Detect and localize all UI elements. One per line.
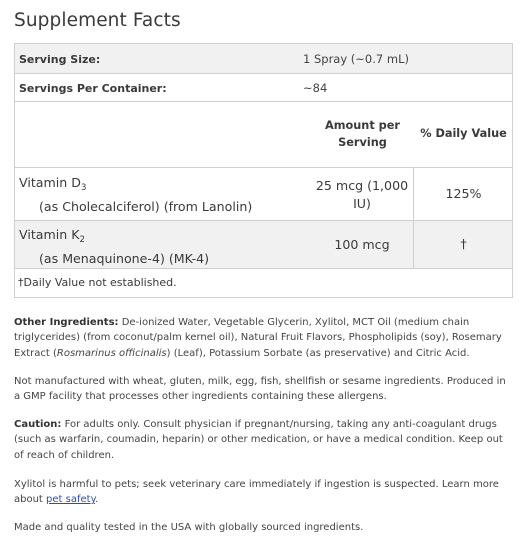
supplement-facts-table — [14, 43, 513, 298]
nutrient-amount: 100 mcg — [334, 237, 390, 252]
serving-size-value: 1 Spray (~0.7 mL) — [303, 52, 409, 66]
caution-label: Caution: — [14, 419, 62, 430]
serving-size-row — [15, 43, 512, 73]
latin-name: Rosmarinus officinalis — [56, 347, 167, 359]
nutrient-row — [15, 167, 512, 220]
daily-value-header: % Daily Value — [420, 127, 507, 140]
origin-statement: Made and quality tested in the USA with globally sourced ingredients. — [14, 522, 364, 533]
footnote-row — [15, 268, 512, 297]
caution-statement: Caution: For adults only. Consult physician if pregnant/nursing, taking any anti-coagulant drugs (such as warfarin, coumadin, heparin) or other medication, or have a medical condition. Keep out of reach of children. — [14, 419, 503, 461]
nutrient-name: Vitamin $D_3$ (as Cholecalciferol) (from Lanolin) — [19, 172, 252, 217]
amount-per-serving-header: Amount per Serving — [324, 119, 400, 149]
servings-per-container-row — [15, 73, 512, 101]
nutrient-daily-value: 125% — [445, 186, 482, 201]
serving-size-label: Serving Size: — [19, 53, 101, 66]
allergen-statement: Not manufactured with wheat, gluten, milk, egg, fish, shellfish or sesame ingredients. Produced in a GMP facility that processes other ingredients containing these allergens. — [14, 376, 506, 403]
column-divider — [413, 168, 414, 220]
other-ingredients: Other Ingredients: De-ionized Water, Vegetable Glycerin, Xylitol, MCT Oil (medium chain triglycerides) (from coconut/palm kernel oil), Natural Fruit Flavors, Phospholipids (soy), Rosemary Extract (Rosmarinus officinalis) (Leaf), Potassium Sorbate (as preservative) and Citric Acid. — [14, 317, 502, 359]
nutrient-amount: 25 mcg (1,000 IU) — [315, 178, 409, 211]
column-header-row — [15, 101, 512, 167]
servings-per-container-value: ~84 — [303, 81, 328, 95]
column-divider — [413, 221, 414, 268]
nutrient-detail: (as Menaquinone-4) (MK-4) — [39, 251, 210, 266]
nutrient-detail: (as Cholecalciferol) (from Lanolin) — [39, 199, 253, 214]
page-title: Supplement Facts — [14, 10, 181, 31]
daily-value-footnote: †Daily Value not established. — [18, 276, 177, 289]
servings-per-container-label: Servings Per Container: — [19, 82, 167, 95]
nutrient-name: Vitamin $K_2$ (as Menaquinone-4) (MK-4) — [19, 224, 209, 269]
nutrient-row — [15, 220, 512, 268]
nutrient-daily-value: † — [460, 236, 467, 251]
other-ingredients-label: Other Ingredients: — [14, 317, 119, 328]
pet-safety-link[interactable]: pet safety — [46, 494, 96, 506]
xylitol-warning: Xylitol is harmful to pets; seek veterinary care immediately if ingestion is suspected. Learn more about pet safety. — [14, 479, 499, 506]
